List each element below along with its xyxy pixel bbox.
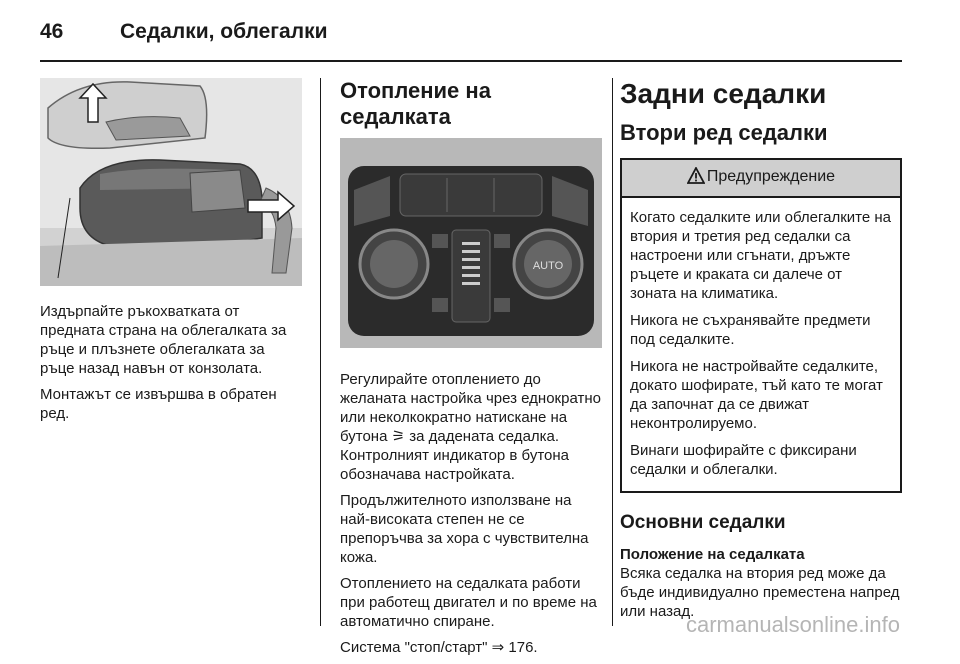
warning-header (622, 160, 900, 198)
page-section-title: Задни седалки (620, 78, 827, 109)
warning-paragraph: Когато седалките или облегалките на втория и третия ред седалки са настроени или сгънати, дръжте ръцете и краката си далече от зоната на климатика. (630, 209, 892, 302)
paragraph: Регулирайте отоплението до желаната настройка чрез еднократно или неколкократно натискане на бутона ⚞ за дадената седалка. Контролният индикатор в бутона обозначава настройката. (340, 371, 601, 483)
column-left (40, 78, 302, 430)
paragraph: Отоплението на седалката работи при работещ двигател и по време на автоматично спиране. (340, 575, 597, 630)
paragraph: Издърпайте ръкохватката от предната страна на облегалката за ръце и плъзнете облегалката за ръце назад навън от конзолата. (40, 303, 287, 377)
climate-panel-illustration (340, 138, 602, 348)
warning-box (620, 158, 902, 493)
warning-paragraph: Никога не съхранявайте предмети под седалките. (630, 312, 871, 348)
column-middle (340, 78, 604, 664)
page-header (40, 14, 902, 48)
page-number: 46 (40, 20, 64, 43)
section-heading: Отопление на седалката (340, 78, 491, 129)
warning-triangle-icon (687, 167, 705, 191)
warning-body (622, 198, 900, 491)
column-divider-2 (612, 78, 613, 626)
sub-heading: Положение на седалката (620, 546, 805, 563)
column-right (620, 78, 902, 628)
paragraph: Монтажът се извършва в обратен ред. (40, 386, 277, 422)
warning-paragraph: Винаги шофирайте с фиксирани седалки и облегалки. (630, 442, 857, 478)
header-title: Седалки, облегалки (120, 20, 328, 43)
armrest-text (40, 302, 302, 423)
subsection-title: Втори ред седалки (620, 120, 828, 145)
paragraph: Система "стоп/старт" ⇒ 176. (340, 639, 538, 656)
seat-heating-text (340, 370, 604, 657)
column-divider-1 (320, 78, 321, 626)
armrest-illustration (40, 78, 302, 286)
auto-label: AUTO (532, 260, 564, 272)
warning-label: Предупреждение (706, 168, 836, 185)
watermark: carmanualsonline.info (685, 612, 900, 637)
paragraph: Всяка седалка на втория ред може да бъде индивидуално преместена напред или назад. (620, 565, 900, 620)
paragraph: Продължителното използване на най-високата степен не се препоръчва за хора с чувствителна кожа. (340, 492, 589, 566)
warning-paragraph: Никога не настройвайте седалките, докато шофирате, тъй като те могат да започнат да се движат неконтролируемо. (630, 358, 883, 432)
header-rule (40, 60, 902, 62)
section-heading: Основни седалки (620, 512, 786, 533)
